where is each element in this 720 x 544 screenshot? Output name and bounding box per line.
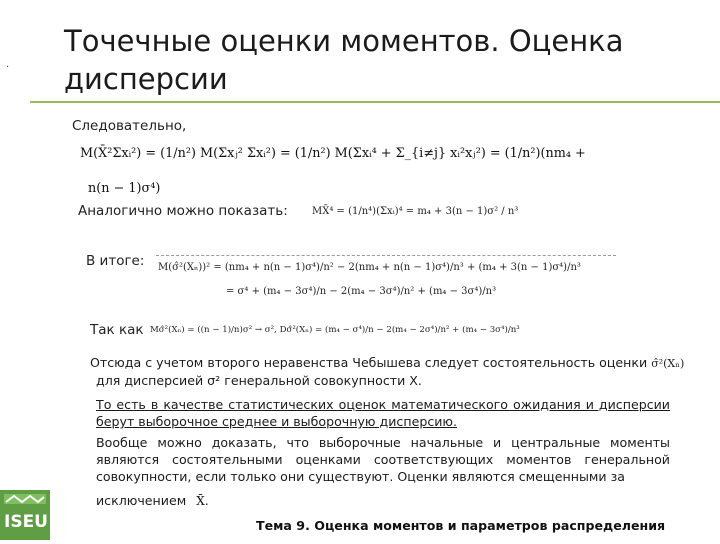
x-bar-symbol: X̄: [196, 494, 205, 508]
since-label: Так как: [90, 322, 144, 338]
logo-label: ISEU: [4, 512, 48, 532]
slide-footer: Тема 9. Оценка моментов и параметров распределения: [256, 518, 666, 533]
conclusion-line-1-text: Отсюда с учетом второго неравенства Чебышева следует состоятельность оценки: [90, 355, 648, 370]
conclusion-line-2: для дисперсией σ² генеральной совокупности X.: [96, 373, 422, 389]
moments-paragraph: Вообще можно доказать, что выборочные начальные и центральные моменты являются состоятельными оценками соответствующих моментов генеральной совокупности, если только они существуют. Оценки являются смещенными за: [96, 435, 670, 485]
exception-end: .: [204, 493, 209, 508]
intro-label: Следовательно,: [72, 118, 187, 134]
similar-label: Аналогично можно показать:: [78, 203, 288, 219]
conclusion-text: [90, 354, 700, 389]
formula-4: Mσ̂²(Xₙ) = ((n − 1)/n)σ² → σ², Dσ̂²(Xₙ) = (m₄ − σ⁴)/n − 2(m₄ − 2σ⁴)/n² + (m₄ − 3σ⁴)/n³: [150, 325, 520, 335]
formula-3-line-1: M(σ̂²(Xₙ))² = (nm₄ + n(n − 1)σ⁴)/n² − 2(nm₄ + n(n − 1)σ⁴)/n³ + (m₄ + 3(n − 1)σ⁴)/n³: [158, 262, 581, 273]
formula-2: MX̄⁴ = (1/n⁴)(Σxᵢ)⁴ = m₄ + 3(n − 1)σ² / n³: [312, 206, 519, 217]
sigma-hat-symbol: σ̂²(Xₙ): [651, 357, 685, 370]
exception-text: исключением: [96, 493, 187, 508]
result-label: В итоге:: [86, 253, 145, 269]
conclusion-line-1: [90, 354, 700, 372]
margin-dot: ·: [6, 62, 10, 73]
slide-title: Точечные оценки моментов. Оценка дисперсии: [64, 24, 624, 96]
summary-paragraph: То есть в качестве статистических оценок математического ожидания и дисперсии берут выборочное среднее и выборочную дисперсию.: [96, 397, 670, 430]
formula-3-line-2: = σ⁴ + (m₄ − 3σ⁴)/n − 2(m₄ − 3σ⁴)/n² + (m₄ − 3σ⁴)/n³: [226, 286, 497, 297]
exception-line: [96, 492, 209, 510]
formula-1-line-2: n(n − 1)σ⁴): [88, 181, 161, 196]
title-divider: [30, 101, 720, 103]
formula-1-line-1: M(X̄²Σxᵢ²) = (1/n²) M(Σxⱼ² Σxᵢ²) = (1/n²) M(Σxᵢ⁴ + Σ_{i≠j} xᵢ²xⱼ²) = (1/n²)(nm₄ +: [80, 146, 586, 161]
